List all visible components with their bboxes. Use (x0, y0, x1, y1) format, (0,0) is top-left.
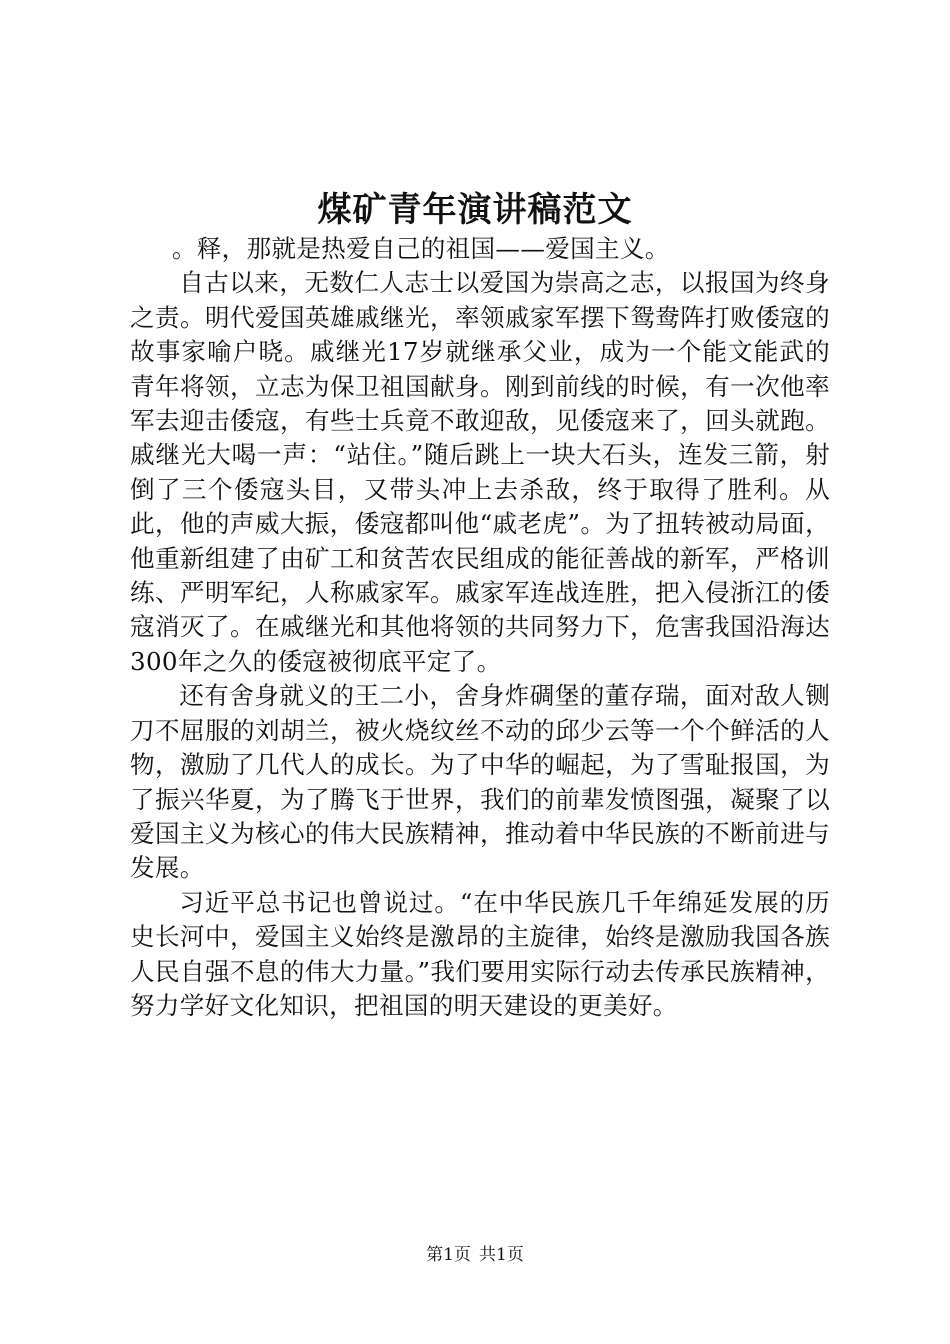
paragraph-4: 习近平总书记也曾说过。“在中华民族几千年绵延发展的历史长河中，爱国主义始终是激昂的主旋律，始终是激励我国各族人民自强不息的伟大力量。”我们要用实际行动去传承民族精神，努力学好文化知识，把祖国的明天建设的更美好。 (130, 887, 830, 1020)
page-footer (0, 1243, 950, 1267)
paragraph-1: 。释，那就是热爱自己的祖国——爱国主义。 (171, 234, 670, 263)
page-total: 共1页 (479, 1245, 524, 1265)
paragraph-3: 还有舍身就义的王二小，舍身炸碉堡的董存瑞，面对敌人铡刀不屈服的刘胡兰，被火烧纹丝不动的邱少云等一个个鲜活的人物，激励了几代人的成长。为了中华的崛起，为了雪耻报国，为了振兴华夏，为了腾飞于世界，我们的前辈发愤图强，凝聚了以爱国主义为核心的伟大民族精神，推动着中华民族的不断前进与发展。 (130, 681, 830, 883)
paragraph-2: 自古以来，无数仁人志士以爱国为崇高之志，以报国为终身之责。明代爱国英雄戚继光，率领戚家军摆下鸳鸯阵打败倭寇的故事家喻户晓。戚继光17岁就继承父业，成为一个能文能武的青年将领，立志为保卫祖国献身。刚到前线的时候，有一次他率军去迎击倭寇，有些士兵竟不敢迎敌，见倭寇来了，回头就跑。戚继光大喝一声：“站住。”随后跳上一块大石头，连发三箭，射倒了三个倭寇头目，又带头冲上去杀敌，终于取得了胜利。从此，他的声威大振，倭寇都叫他“戚老虎”。为了扭转被动局面，他重新组建了由矿工和贫苦农民组成的能征善战的新军，严格训练、严明军纪，人称戚家军。戚家军连战连胜，把入侵浙江的倭寇消灭了。在戚继光和其他将领的共同努力下，危害我国沿海达300年之久的倭寇被彻底平定了。 (130, 268, 830, 676)
document-title: 煤矿青年演讲稿范文 (317, 190, 633, 230)
page-number: 第1页 (426, 1245, 471, 1265)
document-body (130, 232, 830, 1023)
